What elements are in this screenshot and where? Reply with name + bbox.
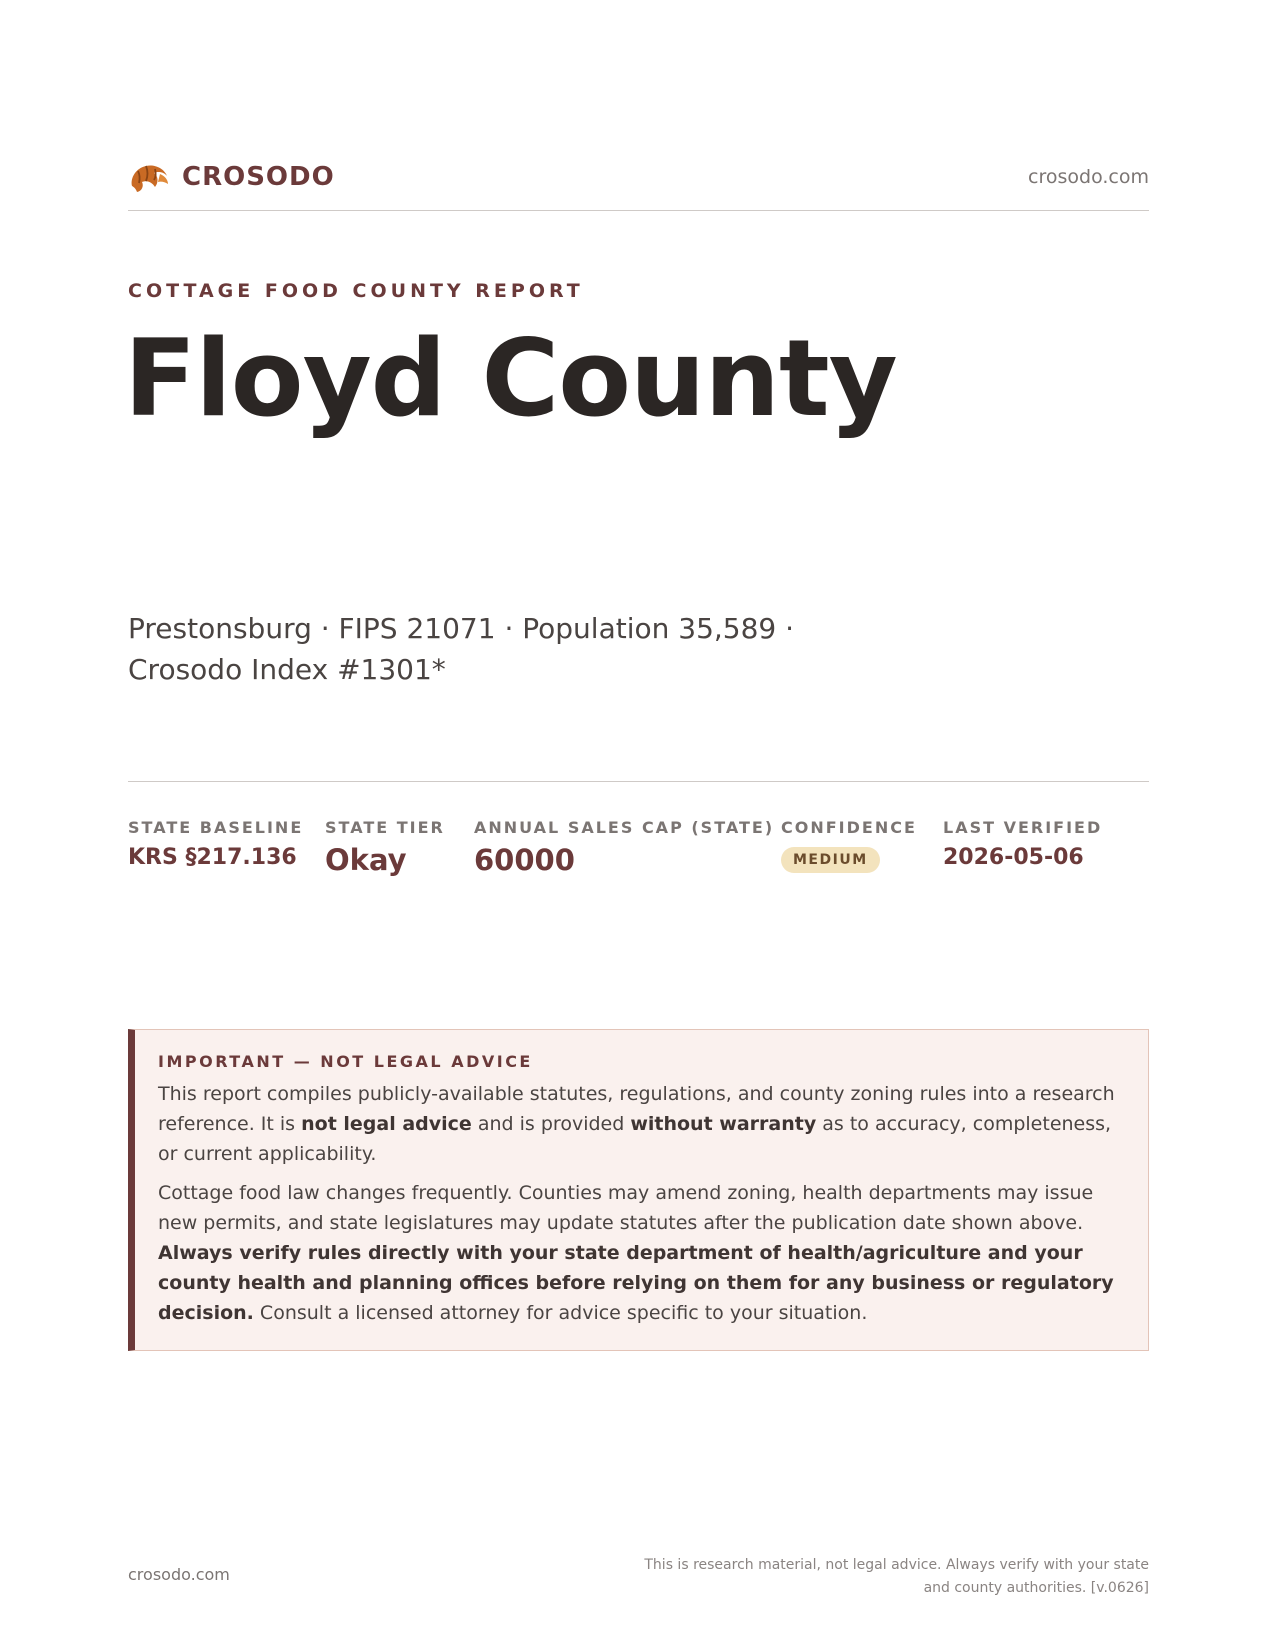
stat-value: KRS §217.136 xyxy=(128,845,297,870)
footer-disclaimer xyxy=(629,1554,1149,1600)
brand-name: CROSODO xyxy=(182,162,335,192)
notice-title: IMPORTANT — NOT LEGAL ADVICE xyxy=(158,1052,533,1071)
croissant-icon xyxy=(128,158,170,196)
notice-bold-text: without warranty xyxy=(630,1113,817,1135)
stat-state-baseline xyxy=(128,818,303,870)
notice-bold-text: not legal advice xyxy=(301,1113,472,1135)
stat-label: STATE TIER xyxy=(325,818,445,837)
notice-text: This report compiles publicly-available statutes, regulations, and county zoning rules into a research reference. It is xyxy=(158,1083,1115,1135)
footer-disclaimer-line: and county authorities. [v.0626] xyxy=(923,1580,1149,1596)
stat-label: CONFIDENCE xyxy=(781,818,917,837)
stat-label: LAST VERIFIED xyxy=(943,818,1103,837)
footer-site-link[interactable]: crosodo.com xyxy=(128,1565,230,1584)
confidence-badge: MEDIUM xyxy=(781,847,880,873)
stat-label: ANNUAL SALES CAP (STATE) xyxy=(474,818,775,837)
footer-disclaimer-line: This is research material, not legal advice. Always verify with your state xyxy=(644,1557,1149,1573)
report-eyebrow: COTTAGE FOOD COUNTY REPORT xyxy=(128,280,584,302)
stat-value: 60000 xyxy=(474,843,575,877)
stat-state-tier xyxy=(325,818,445,877)
page-header xyxy=(128,158,1149,211)
notice-text: Cottage food law changes frequently. Counties may amend zoning, health departments may issue new permits, and state legislatures may update statutes after the publication date shown above. xyxy=(158,1182,1094,1234)
county-subtitle: Prestonsburg · FIPS 21071 · Population 35,589 · Crosodo Index #1301* xyxy=(128,612,795,686)
header-site-link[interactable]: crosodo.com xyxy=(1028,166,1149,188)
brand[interactable] xyxy=(128,158,335,196)
legal-notice xyxy=(128,1029,1149,1351)
notice-paragraph-1 xyxy=(158,1079,1128,1169)
notice-text: Consult a licensed attorney for advice specific to your situation. xyxy=(253,1302,868,1324)
notice-text: as to accuracy, completeness, or current applicability. xyxy=(158,1113,1112,1165)
stat-value: 2026-05-06 xyxy=(943,845,1084,870)
notice-bold-text: Always verify rules directly with your state department of health/agriculture and your county health and planning offices before relying on them for any business or regulatory decision. xyxy=(158,1242,1114,1324)
stat-label: STATE BASELINE xyxy=(128,818,304,837)
notice-paragraph-2 xyxy=(158,1178,1128,1328)
report-page xyxy=(124,0,1149,1650)
stat-confidence xyxy=(781,818,917,873)
county-title: Floyd County xyxy=(124,317,897,440)
stat-value: Okay xyxy=(325,843,407,877)
section-divider xyxy=(128,781,1149,782)
notice-text: and is provided xyxy=(471,1113,631,1135)
stat-last-verified xyxy=(943,818,1102,870)
stat-annual-sales-cap xyxy=(474,818,774,877)
